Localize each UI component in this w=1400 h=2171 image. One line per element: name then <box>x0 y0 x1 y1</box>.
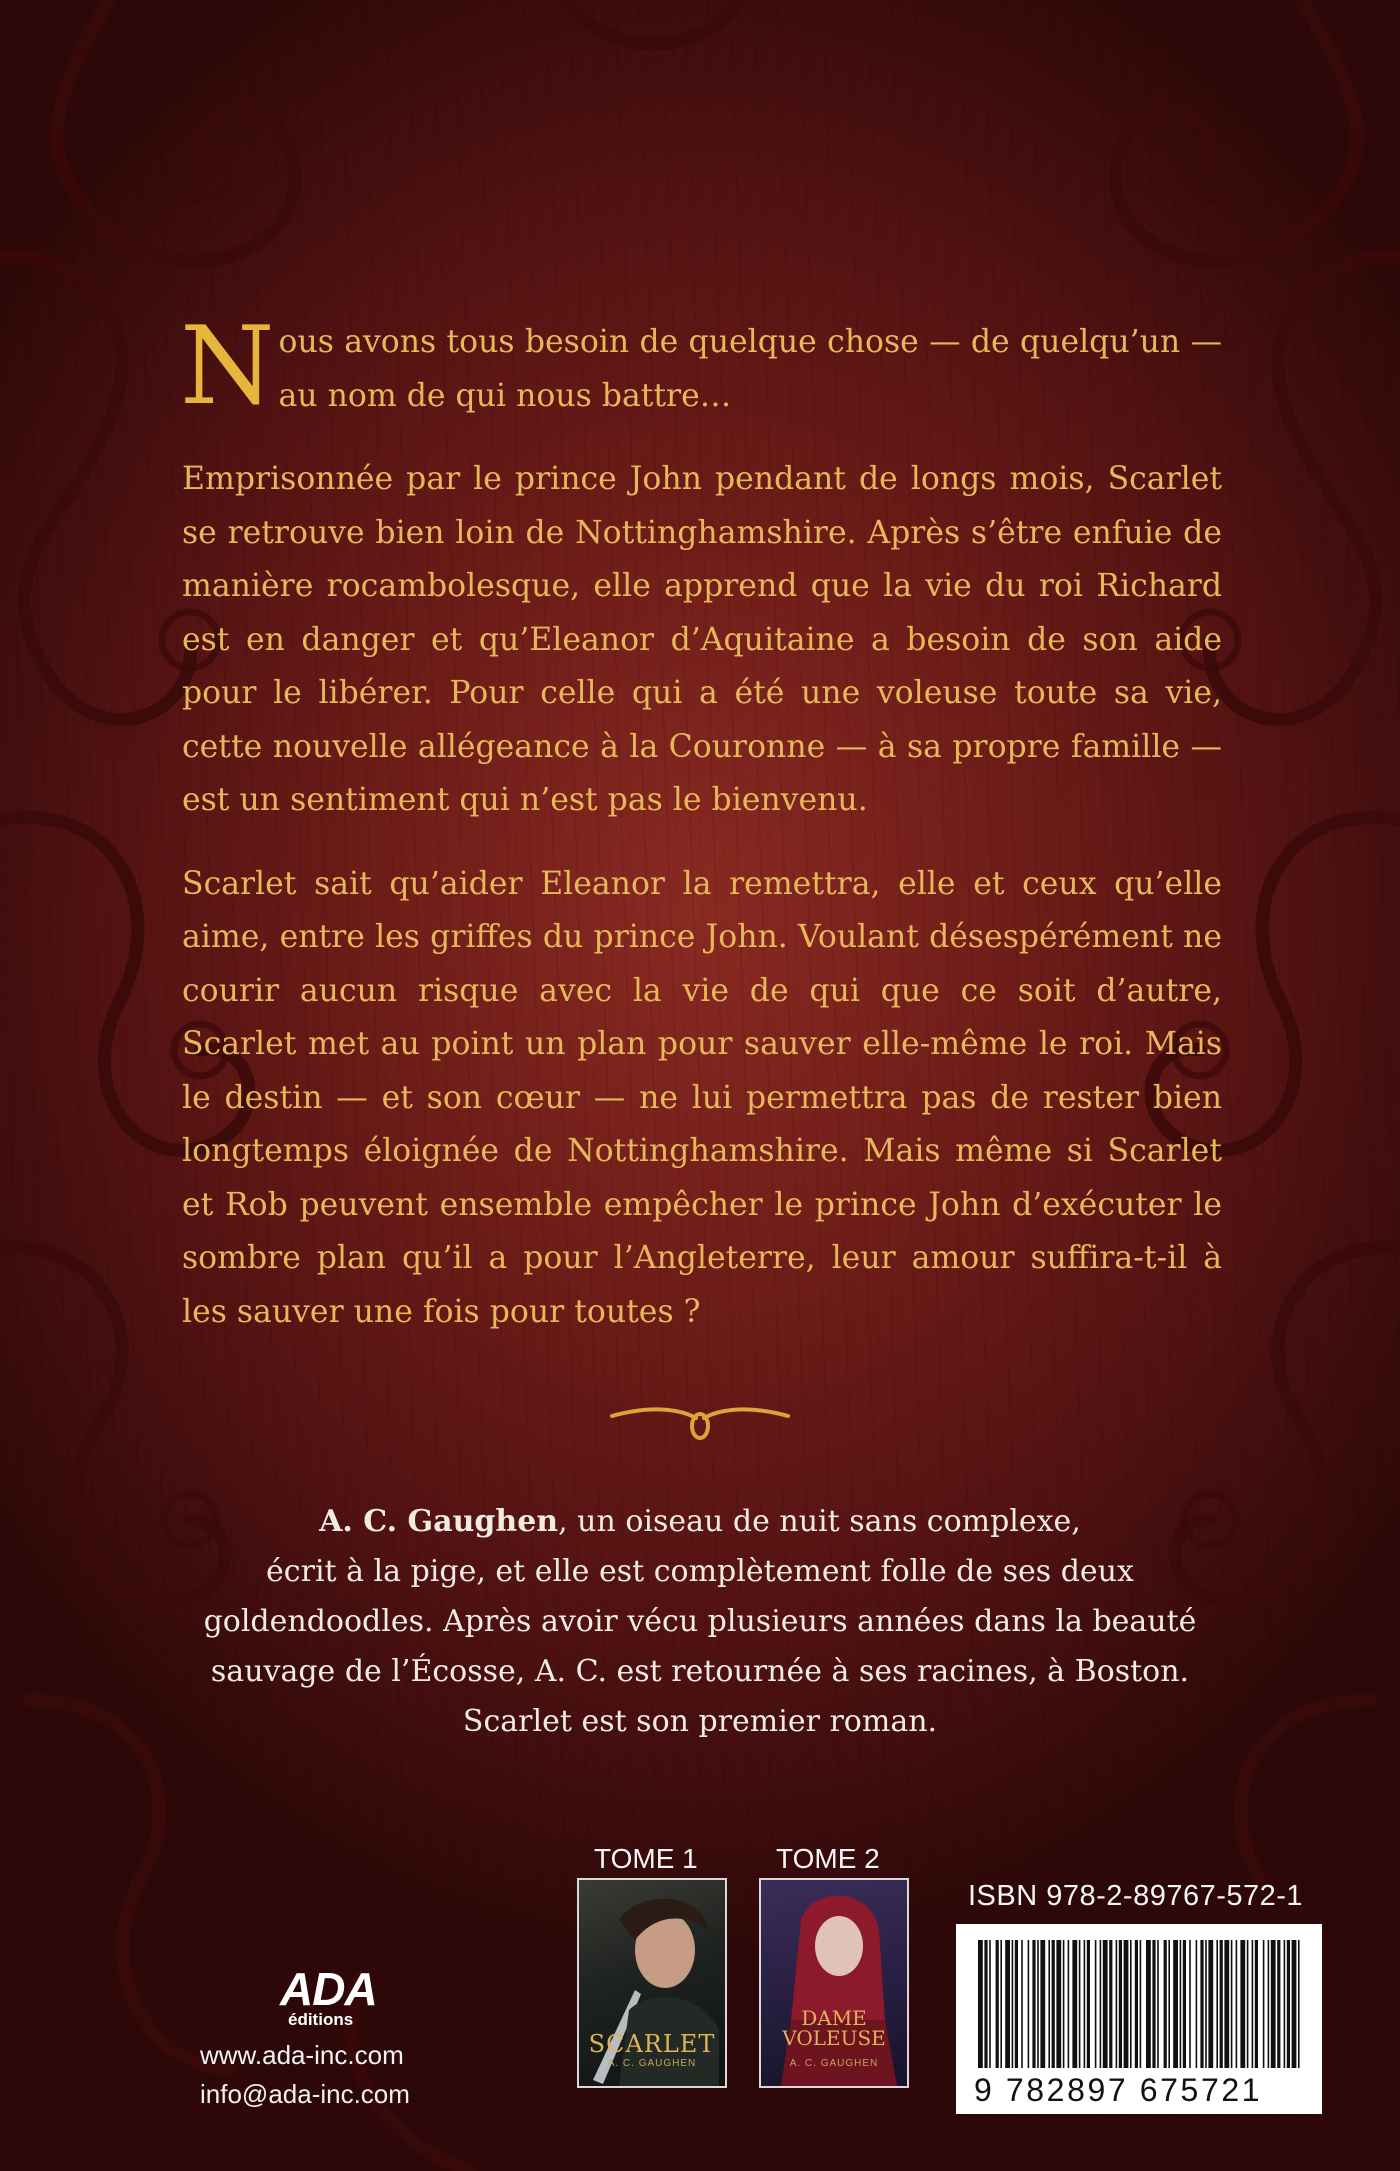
barcode-bar <box>1005 1940 1010 2068</box>
barcode-bar <box>1164 1940 1167 2068</box>
drop-cap: N <box>180 304 275 429</box>
logo-text: ADA <box>280 1963 377 2015</box>
barcode-bar <box>1231 1940 1233 2068</box>
barcode-bar <box>1140 1940 1142 2068</box>
barcode-bar <box>1240 1940 1245 2068</box>
tome-2-label: TOME 2 <box>776 1843 880 1874</box>
barcode-bar <box>1048 1940 1050 2068</box>
blurb-paragraph-1-text: ous avons tous besoin de quelque chose — de quelqu’un — au nom de qui nous battre… <box>278 324 1222 414</box>
ornamental-divider <box>608 1386 792 1450</box>
barcode-bar <box>1183 1940 1186 2068</box>
barcode-bar <box>1068 1940 1070 2068</box>
barcode-bar <box>1208 1940 1213 2068</box>
barcode-bar <box>1224 1940 1229 2068</box>
tome-1-title: SCARLET <box>588 2030 716 2058</box>
barcode <box>956 1924 1322 2114</box>
ada-editions-logo <box>280 1963 377 2029</box>
tome-1-cover <box>577 1878 727 2088</box>
bio-line-5: Scarlet est son premier roman. <box>462 1704 938 1739</box>
logo-subtext: éditions <box>288 2010 354 2029</box>
barcode-bar <box>1268 1940 1270 2068</box>
barcode-bar <box>1116 1940 1118 2068</box>
barcode-bar <box>978 1940 983 2068</box>
author-bio <box>200 1497 1200 1747</box>
barcode-bar <box>1037 1940 1039 2068</box>
barcode-bar <box>1146 1940 1151 2068</box>
barcode-bar <box>1028 1940 1030 2068</box>
barcode-bar <box>1252 1940 1254 2068</box>
barcode-bar <box>1103 1940 1108 2068</box>
bio-line-4: sauvage de l’Écosse, A. C. est retournée à ses racines, à Boston. <box>210 1654 1190 1689</box>
barcode-bar <box>1063 1940 1065 2068</box>
barcode-bar <box>1292 1940 1297 2068</box>
barcode-bar <box>1040 1940 1045 2068</box>
barcode-bar <box>1124 1940 1129 2068</box>
barcode-bar <box>1236 1940 1238 2068</box>
blurb-paragraph-3: Scarlet sait qu’aider Eleanor la remettra, elle et ceux qu’elle aime, entre les griffes du prince John. Voulant désespérément ne courir aucun risque avec la vie de qui que ce soit d’autre, Scarlet met au point un plan pour sauver elle-même le roi. Mais le destin — et son cœur — ne lui permettra pas de rester bien longtemps éloignée de Nottinghamshire. Mais même si Scarlet et Rob peuvent ensemble empêcher le prince John d’exécuter le sombre plan qu’il a pour l’Angleterre, leur amour suffira-t-il à les sauver une fois pour toutes ? <box>182 865 1222 1330</box>
bio-line-1: A. C. Gaughen, un oiseau de nuit sans complexe, <box>319 1504 1081 1539</box>
barcode-bar <box>1216 1940 1218 2068</box>
barcode-bar <box>1079 1940 1081 2068</box>
barcode-bar <box>1052 1940 1055 2068</box>
barcode-bar <box>1180 1940 1182 2068</box>
barcode-bar <box>1130 1940 1132 2068</box>
blurb-paragraph-1 <box>180 304 1222 429</box>
barcode-bar <box>1157 1940 1159 2068</box>
barcode-bars <box>956 1924 1322 2074</box>
barcode-bar <box>1056 1940 1061 2068</box>
barcode-bar <box>1000 1940 1002 2068</box>
publisher-website[interactable]: www.ada-inc.com <box>200 2040 404 2070</box>
barcode-bar <box>984 1940 987 2068</box>
barcode-bar <box>1173 1940 1178 2068</box>
barcode-digits: 9 782897 675721 <box>974 2072 1263 2108</box>
barcode-bar <box>1287 1940 1290 2068</box>
barcode-bar <box>1087 1940 1090 2068</box>
barcode-bar <box>1196 1940 1198 2068</box>
barcode-bar <box>1135 1940 1138 2068</box>
barcode-bar <box>1247 1940 1249 2068</box>
isbn-label: ISBN 978-2-89767-572-1 <box>968 1880 1304 1912</box>
barcode-bar <box>1205 1940 1207 2068</box>
barcode-bar <box>1271 1940 1276 2068</box>
barcode-bar <box>1095 1940 1097 2068</box>
barcode-bar <box>1189 1940 1191 2068</box>
barcode-bar <box>1015 1940 1018 2068</box>
barcode-bar <box>1277 1940 1280 2068</box>
barcode-bar <box>1168 1940 1170 2068</box>
author-name: A. C. Gaughen <box>319 1504 559 1539</box>
barcode-bar <box>1152 1940 1155 2068</box>
barcode-bar <box>1298 1940 1300 2068</box>
publisher-email[interactable]: info@ada-inc.com <box>200 2079 410 2109</box>
barcode-bar <box>1021 1940 1023 2068</box>
bio-line-3: goldendoodles. Après avoir vécu plusieurs années dans la beauté <box>203 1604 1197 1639</box>
barcode-bar <box>1032 1940 1035 2068</box>
tome-1-label: TOME 1 <box>594 1843 698 1874</box>
barcode-bar <box>1084 1940 1086 2068</box>
barcode-bar <box>1200 1940 1203 2068</box>
barcode-bar <box>1220 1940 1223 2068</box>
tome-2-title: DAME VOLEUSE <box>782 2006 886 2050</box>
bio-line-2: écrit à la pige, et elle est complètement folle de ses deux <box>266 1554 1134 1589</box>
barcode-bar <box>1072 1940 1077 2068</box>
tome-2-cover <box>759 1878 909 2088</box>
barcode-bar <box>996 1940 999 2068</box>
blurb-paragraph-2: Emprisonnée par le prince John pendant de longs mois, Scarlet se retrouve bien loin de Nottinghamshire. Après s’être enfuie de manière rocambolesque, elle apprend que la vie du roi Richard est en danger et qu’Eleanor d’Aquitaine a besoin de son aide pour le libérer. Pour celle qui a été une voleuse toute sa vie, cette nouvelle allégeance à la Couronne — à sa propre famille — est un sentiment qui n’est pas le bienvenu. <box>182 461 1222 818</box>
barcode-bar <box>1255 1940 1258 2068</box>
barcode-bar <box>989 1940 991 2068</box>
barcode-bar <box>1109 1940 1112 2068</box>
barcode-bar <box>1012 1940 1014 2068</box>
barcode-bar <box>1263 1940 1265 2068</box>
tome-2-illustration <box>761 1880 907 2086</box>
barcode-bar <box>1119 1940 1122 2068</box>
barcode-bar <box>1100 1940 1102 2068</box>
book-blurb <box>180 304 1222 1369</box>
barcode-bar <box>1284 1940 1286 2068</box>
tome-2-author: A. C. GAUGHEN <box>789 2058 879 2069</box>
tome-1-author: A. C. GAUGHEN <box>607 2058 697 2069</box>
